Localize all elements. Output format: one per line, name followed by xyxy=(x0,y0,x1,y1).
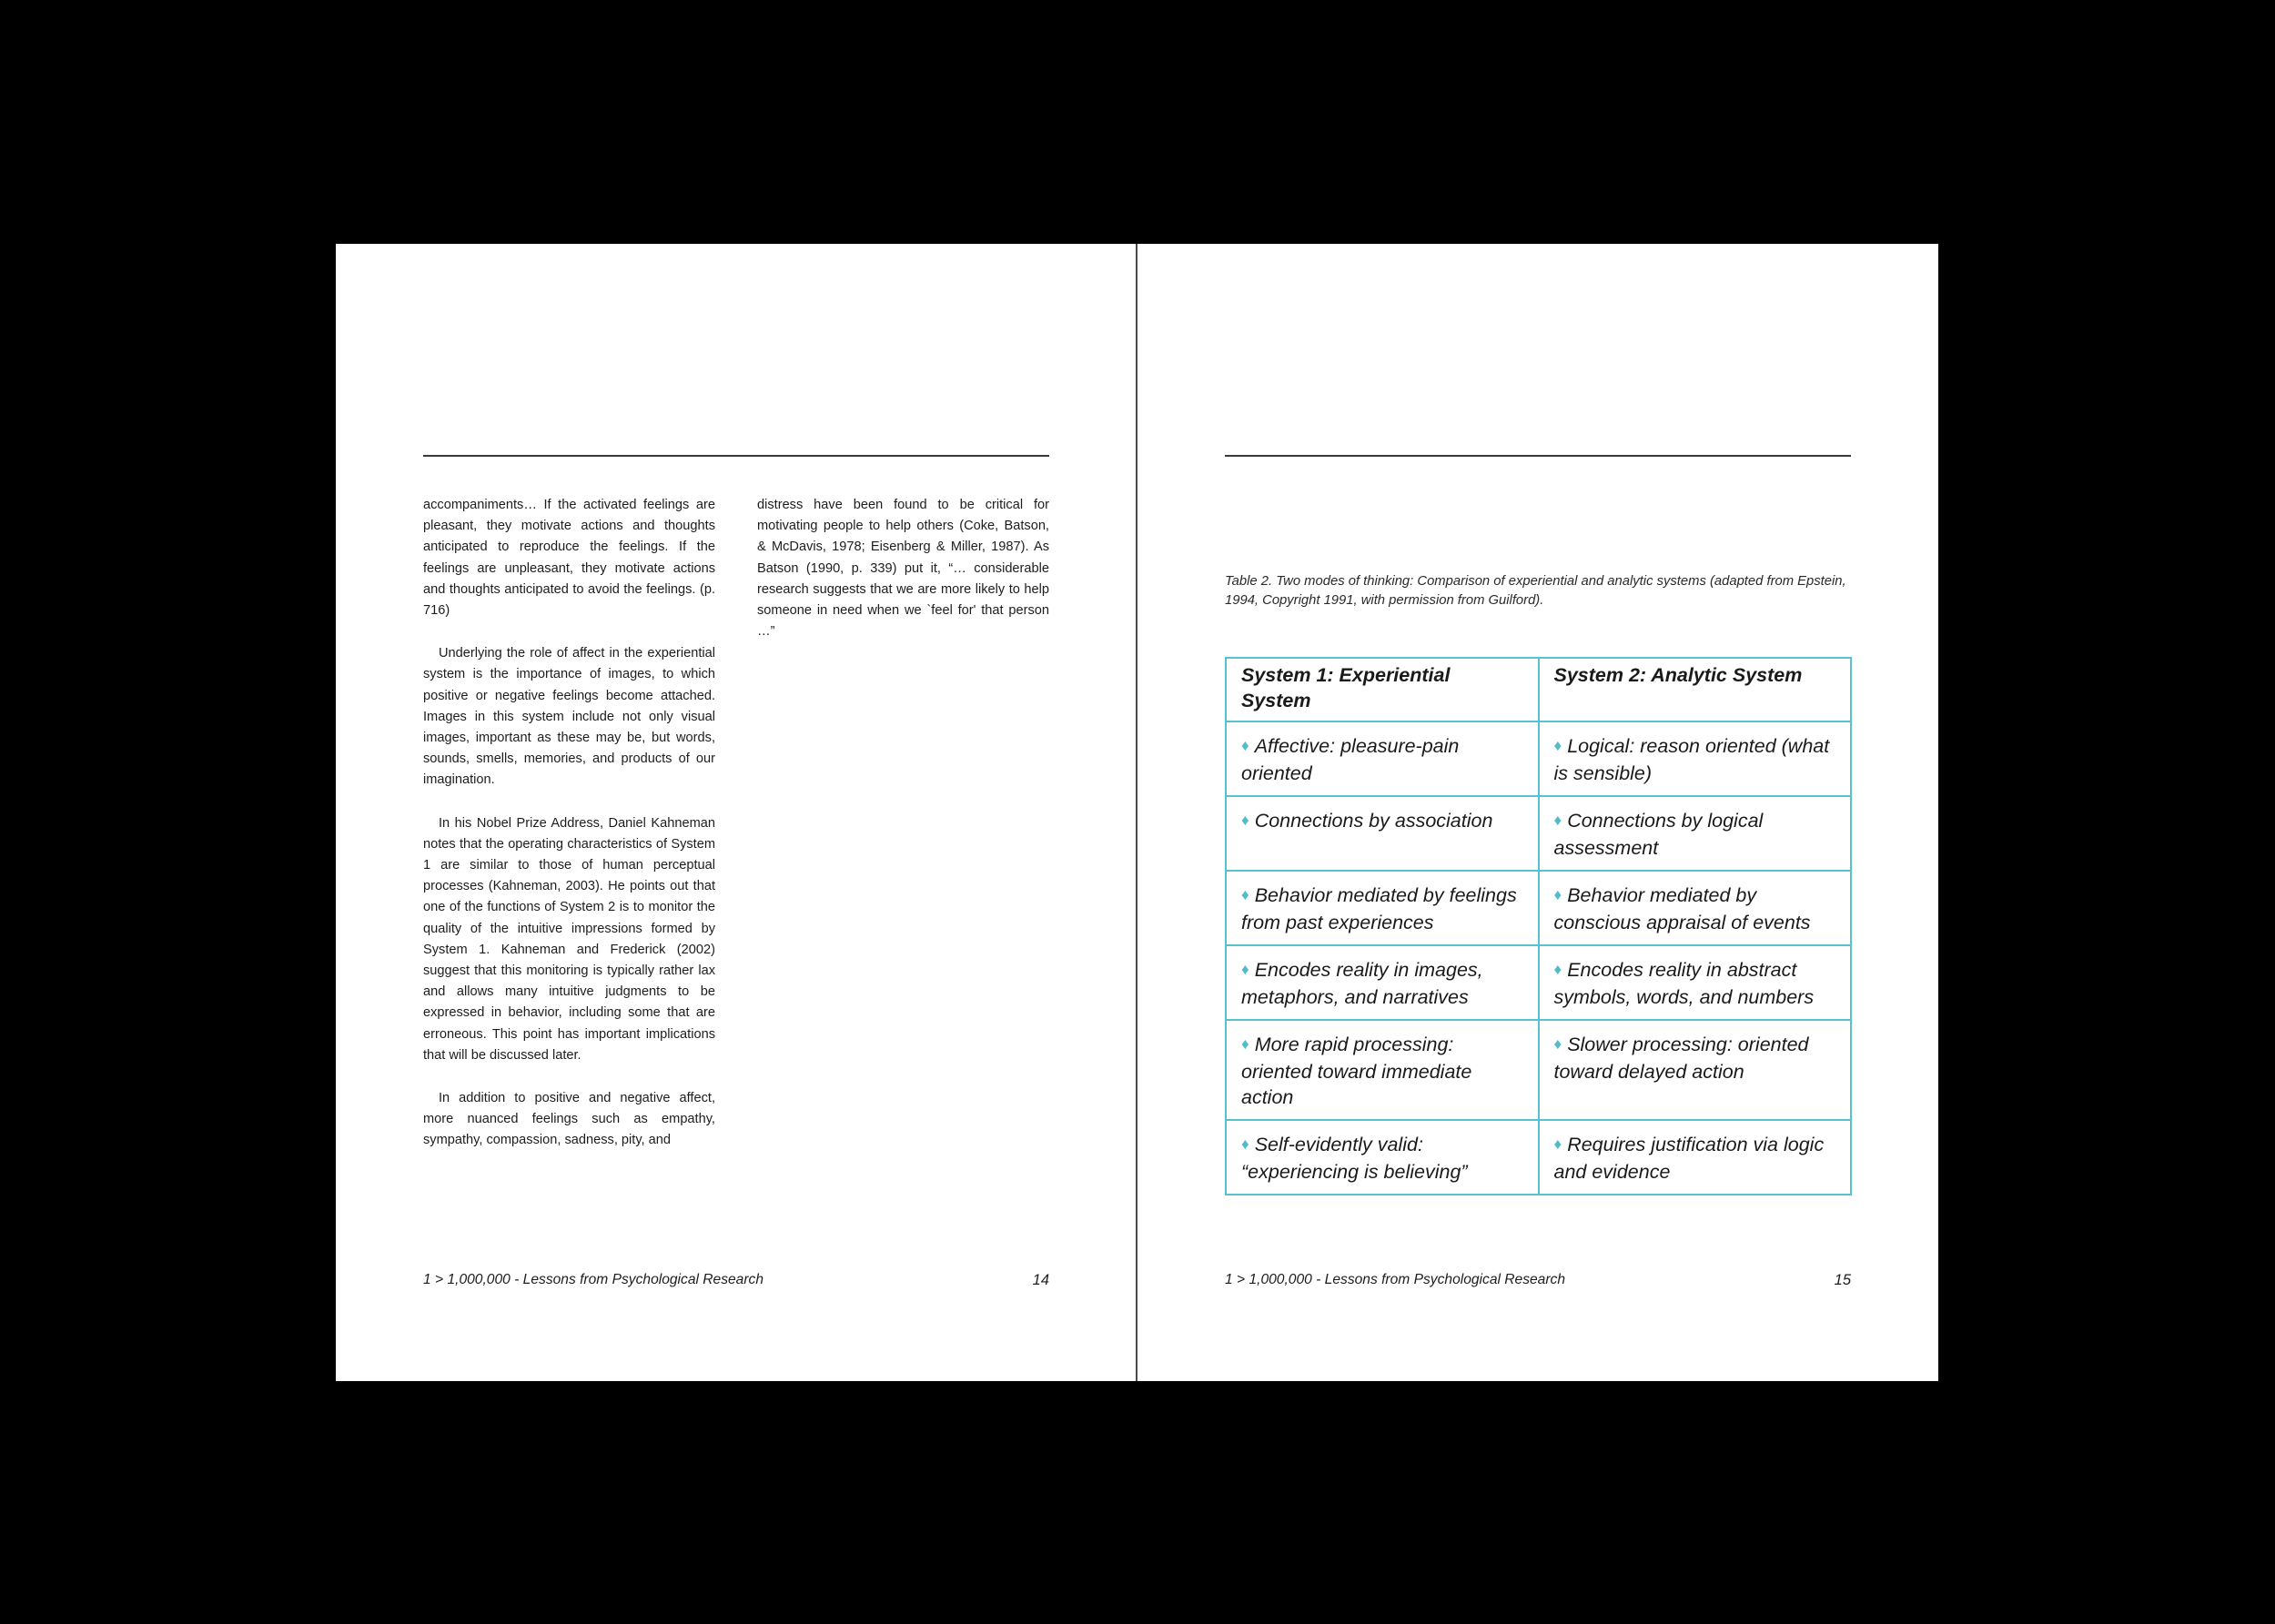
page-number: 14 xyxy=(1032,1272,1049,1288)
page-number: 15 xyxy=(1834,1272,1851,1288)
table-cell xyxy=(1539,945,1852,1020)
table-cell xyxy=(1539,1020,1852,1120)
table-cell xyxy=(1539,871,1852,945)
table-cell xyxy=(1226,945,1539,1020)
table-cell-text: More rapid processing: oriented toward immediate action xyxy=(1241,1034,1472,1108)
diamond-bullet-icon: ♦ xyxy=(1241,737,1249,754)
table-cell xyxy=(1226,1020,1539,1120)
table-row xyxy=(1226,1120,1851,1195)
page-right xyxy=(1138,244,1938,1381)
table-cell-text: Behavior mediated by feelings from past experiences xyxy=(1241,884,1517,933)
comparison-table xyxy=(1225,657,1852,1195)
table-row xyxy=(1226,721,1851,796)
table-cell xyxy=(1539,1120,1852,1195)
table-cell-text: Connections by logical assessment xyxy=(1553,810,1764,859)
paragraph: In his Nobel Prize Address, Daniel Kahneman notes that the operating characteristics of System 1 are similar to those of human perceptual processes (Kahneman, 2003). He points out that one of the functions of System 2 is to monitor the quality of the intuitive impressions formed by System 1. Kahneman and Frederick (2002) suggest that this monitoring is typically rather lax and allows many intuitive judgments to be expressed in behavior, including some that are erroneous. This point has important implications that will be discussed later. xyxy=(423,815,715,1063)
table-cell-text: Encodes reality in abstract symbols, words, and numbers xyxy=(1553,959,1815,1008)
table-row xyxy=(1226,871,1851,945)
diamond-bullet-icon: ♦ xyxy=(1241,886,1249,903)
paragraph: distress have been found to be critical for motivating people to help others (Coke, Batson, & McDavis, 1978; Eisenberg & Miller, 1987). As Batson (1990, p. 339) put it, “… considerable research suggests that we are more likely to help someone in need when we `feel for' that person …” xyxy=(757,498,1049,640)
diamond-bullet-icon: ♦ xyxy=(1553,1135,1562,1153)
page-left xyxy=(336,244,1137,1381)
diamond-bullet-icon: ♦ xyxy=(1553,886,1562,903)
text-column-right xyxy=(757,495,1049,664)
header-rule xyxy=(423,455,1049,457)
table-cell-text: Requires justification via logic and evidence xyxy=(1553,1134,1825,1183)
diamond-bullet-icon: ♦ xyxy=(1553,1035,1562,1053)
table-row xyxy=(1226,1020,1851,1120)
header-rule xyxy=(1225,455,1851,457)
table-cell xyxy=(1226,871,1539,945)
table-cell-text: Affective: pleasure-pain oriented xyxy=(1241,735,1460,784)
running-footer-title: 1 > 1,000,000 - Lessons from Psychological Research xyxy=(1225,1272,1566,1287)
diamond-bullet-icon: ♦ xyxy=(1241,1135,1249,1153)
table-cell-text: Logical: reason oriented (what is sensible) xyxy=(1553,735,1830,784)
diamond-bullet-icon: ♦ xyxy=(1241,961,1249,978)
diamond-bullet-icon: ♦ xyxy=(1553,961,1562,978)
table-cell-text: Behavior mediated by conscious appraisal of events xyxy=(1553,884,1811,933)
table-cell-text: Slower processing: oriented toward delayed action xyxy=(1553,1034,1809,1083)
table-cell-text: Encodes reality in images, metaphors, and narratives xyxy=(1241,959,1483,1008)
table-row xyxy=(1226,945,1851,1020)
table-cell-text: Connections by association xyxy=(1254,810,1493,832)
table-row xyxy=(1226,796,1851,871)
paragraph: Underlying the role of affect in the experiential system is the importance of images, to which positive or negative feelings become attached. Images in this system include not only visual images, important as these may be, but words, sounds, smells, memories, and products of our imagination. xyxy=(423,646,715,788)
table-header-cell: System 2: Analytic System xyxy=(1539,658,1852,721)
text-column-left xyxy=(423,495,715,1174)
diamond-bullet-icon: ♦ xyxy=(1241,812,1249,829)
table-cell xyxy=(1226,1120,1539,1195)
table-header-cell: System 1: Experiential System xyxy=(1226,658,1539,721)
table-body xyxy=(1226,721,1851,1195)
table-cell xyxy=(1226,721,1539,796)
diamond-bullet-icon: ♦ xyxy=(1553,737,1562,754)
diamond-bullet-icon: ♦ xyxy=(1553,812,1562,829)
table-header-row xyxy=(1226,658,1851,721)
running-footer-title: 1 > 1,000,000 - Lessons from Psychological Research xyxy=(423,1272,764,1287)
table-cell xyxy=(1226,796,1539,871)
paragraph: accompaniments… If the activated feelings are pleasant, they motivate actions and thoughts anticipated to reproduce the feelings. If the feelings are unpleasant, they motivate actions and thoughts anticipated to avoid the feelings. (p. 716) xyxy=(423,498,715,619)
table-cell xyxy=(1539,721,1852,796)
table-caption: Table 2. Two modes of thinking: Comparison of experiential and analytic systems (adapted from Epstein, 1994, Copyright 1991, with permission from Guilford). xyxy=(1225,574,1846,608)
table-cell-text: Self-evidently valid: “experiencing is believing” xyxy=(1241,1134,1468,1183)
diamond-bullet-icon: ♦ xyxy=(1241,1035,1249,1053)
table-cell xyxy=(1539,796,1852,871)
paragraph: In addition to positive and negative affect, more nuanced feelings such as empathy, sympathy, compassion, sadness, pity, and xyxy=(423,1091,715,1148)
